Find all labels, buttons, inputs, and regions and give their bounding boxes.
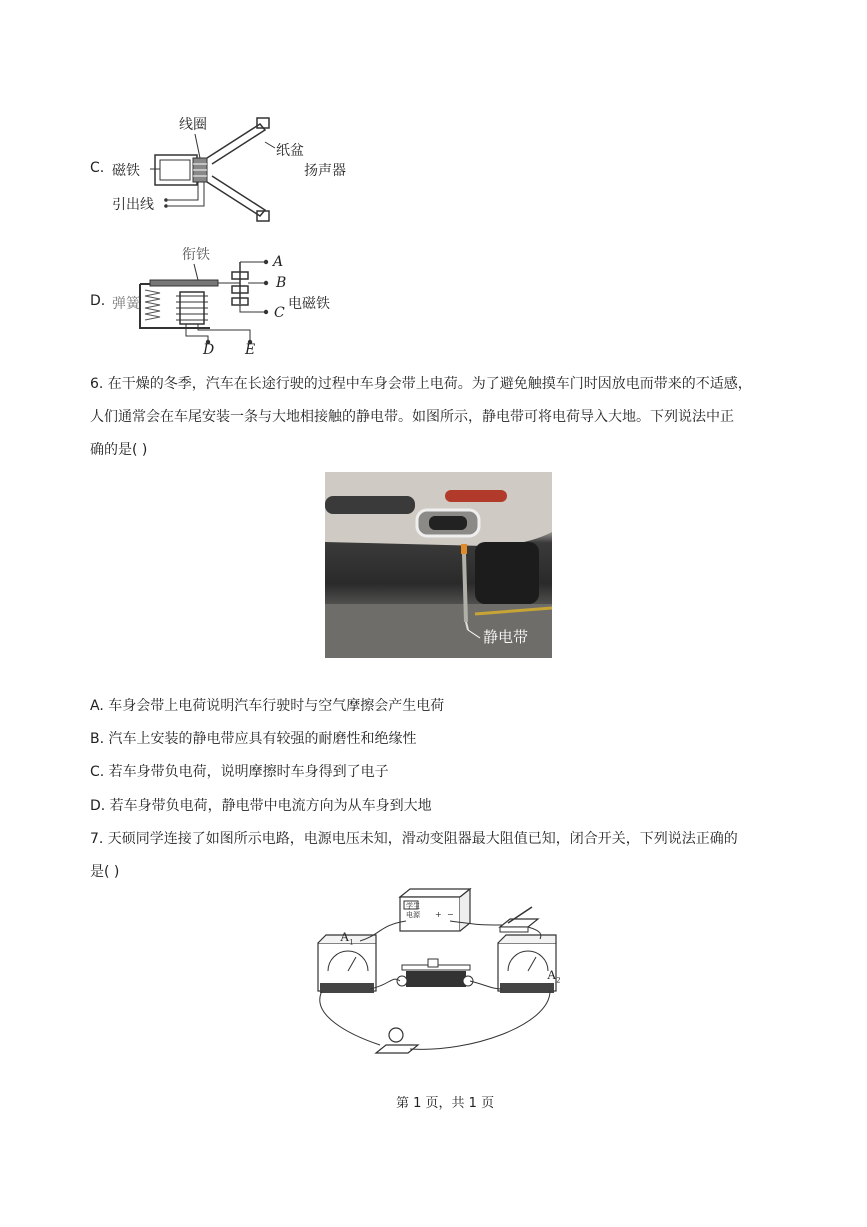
terminal-a-label: A (273, 254, 284, 270)
armature-label: 衔铁 (182, 247, 210, 263)
q6-stem-line-3: 确的是( ) (90, 442, 148, 458)
cone-label: 纸盆 (276, 143, 304, 159)
q6-option-b: B. 汽车上安装的静电带应具有较强的耐磨性和绝缘性 (90, 731, 417, 747)
option-c-letter: C. (90, 160, 105, 176)
power-supply-label-2: 电源 (406, 911, 420, 919)
svg-text:+: + (435, 910, 442, 919)
q6-option-c: C. 若车身带负电荷，说明摩擦时车身得到了电子 (90, 764, 389, 780)
q6-option-a: A. 车身会带上电荷说明汽车行驶时与空气摩擦会产生电荷 (90, 698, 445, 714)
terminal-d-label: D (203, 342, 215, 358)
q7-stem-line-2: 是( ) (90, 864, 120, 880)
q6-stem-line-2: 人们通常会在车尾安装一条与大地相接触的静电带。如图所示，静电带可将电荷导入大地。下列说法中正 (90, 409, 734, 425)
q7-circuit-diagram (310, 885, 570, 1065)
option-d-letter: D. (90, 293, 106, 309)
terminal-e-label: E (245, 342, 256, 358)
speaker-label: 扬声器 (304, 163, 346, 179)
q7-stem-line-1: 7. 天硕同学连接了如图所示电路，电源电压未知，滑动变阻器最大阻值已知，闭合开关，下列说法正确的 (90, 831, 738, 847)
spring-label: 弹簧 (112, 296, 140, 312)
q6-stem-line-1: 6. 在干燥的冬季，汽车在长途行驶的过程中车身会带上电荷。为了避免触摸车门时因放电而带来的不适感， (90, 376, 752, 392)
ammeter-a2-label: $A_2$ (547, 967, 561, 985)
terminal-c-label: C (274, 305, 285, 321)
option-d-diagram (90, 242, 350, 360)
svg-text:−: − (447, 910, 454, 919)
coil-label: 线圈 (179, 117, 207, 133)
option-c-diagram (90, 112, 370, 227)
page-footer: 第 1 页，共 1 页 (396, 1096, 495, 1111)
ammeter-a1-label: $A_1$ (340, 929, 354, 947)
magnet-label: 磁铁 (112, 163, 140, 179)
car-static-strap-photo (325, 472, 552, 658)
q6-option-d: D. 若车身带负电荷，静电带中电流方向为从车身到大地 (90, 798, 432, 814)
power-supply-label-1: 学生 (406, 902, 420, 910)
lead-wire-label: 引出线 (112, 197, 154, 213)
static-strap-label: 静电带 (483, 628, 529, 646)
electromagnet-label: 电磁铁 (288, 296, 330, 312)
terminal-b-label: B (276, 275, 287, 291)
